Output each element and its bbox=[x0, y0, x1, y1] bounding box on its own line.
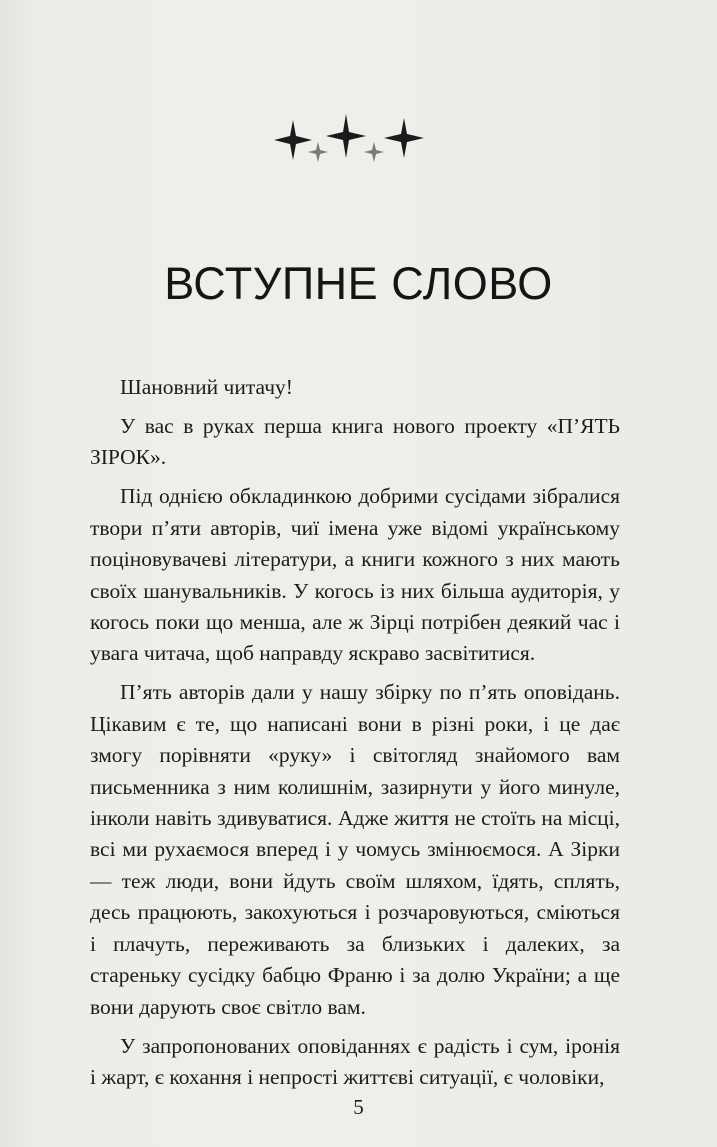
body-text bbox=[90, 372, 620, 1101]
page-number: 5 bbox=[353, 1095, 364, 1119]
paragraph: П’ять авторів дали у нашу збірку по п’ять оповідань. Цікавим є те, що написані вони в різні роки, і це дає змогу порівняти «руку» і світогляд знайомого вам письменника з ним колишнім, зазирнути у його минуле, інколи навіть здивуватися. Адже життя не стоїть на місці, всі ми рухаємося вперед і у чомусь змінюємося. А Зірки — теж люди, вони йдуть своїм шляхом, їдять, сплять, десь працюють, закохуються і розчаровуються, сміються і плачуть, переживають за близьких і далеких, за стареньку сусідку бабцю Франю і за долю України; а ще вони дарують своє світло вам. bbox=[90, 680, 620, 1019]
paragraph: У запропонованих оповіданнях є радість і сум, іронія і жарт, є кохання і непрості життєві ситуації, є чоловіки, bbox=[90, 1033, 620, 1089]
chapter-title: ВСТУПНЕ СЛОВО bbox=[164, 258, 553, 309]
stars-ornament-icon bbox=[268, 112, 428, 172]
paragraph: Під однією обкладинкою добрими сусідами зібралися твори п’яти авторів, чиї імена уже відомі українському поціновувачеві літератури, а книги кожного з них мають своїх шанувальників. У когось із них більша аудиторія, у когось поки що менша, але ж Зірці потрібен деякий час і увага читача, щоб направду яскраво засвітитися. bbox=[90, 484, 620, 666]
paragraph: У вас в руках перша книга нового проекту «П’ЯТЬ ЗІРОК». bbox=[90, 414, 620, 470]
paragraph-greeting: Шановний читачу! bbox=[120, 375, 293, 399]
